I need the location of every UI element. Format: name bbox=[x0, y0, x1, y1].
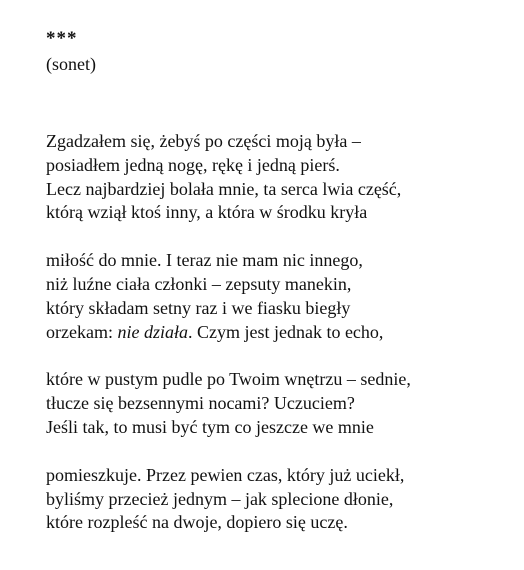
stanza-1 bbox=[46, 130, 506, 225]
poem-line: miłość do mnie. I teraz nie mam nic innego, bbox=[46, 250, 363, 271]
poem-line: posiadłem jedną nogę, rękę i jedną pierś. bbox=[46, 154, 340, 175]
poem-subtitle: (sonet) bbox=[46, 54, 96, 74]
italic-phrase: nie działa bbox=[117, 321, 188, 342]
poem-title: *** bbox=[46, 28, 78, 49]
poem-line: pomieszkuje. Przez pewien czas, który już uciekł, bbox=[46, 464, 405, 485]
poem-line: które rozpleść na dwoje, dopiero się uczę. bbox=[46, 512, 348, 533]
poem-line: niż luźne ciała członki – zepsuty manekin, bbox=[46, 273, 352, 294]
line-text-after: . Czym jest jednak to echo, bbox=[187, 321, 384, 342]
poem-line: tłucze się bezsennymi nocami? Uczuciem? bbox=[46, 393, 355, 414]
stanza-4 bbox=[46, 464, 506, 535]
stanza-2 bbox=[46, 249, 506, 344]
poem-line: byliśmy przecież jednym – jak splecione dłonie, bbox=[46, 488, 394, 509]
poem-line: które w pustym pudle po Twoim wnętrzu – sednie, bbox=[46, 369, 411, 390]
line-text-before: orzekam: bbox=[46, 321, 118, 342]
poem-line: Zgadzałem się, żebyś po części moją była – bbox=[46, 131, 361, 151]
stanza-3 bbox=[46, 368, 506, 439]
poem-page bbox=[46, 26, 506, 559]
poem-line: którą wziął ktoś inny, a która w środku kryła bbox=[46, 202, 368, 223]
poem-line: który składam setny raz i we fiasku biegły bbox=[46, 297, 351, 318]
poem-line: Jeśli tak, to musi być tym co jeszcze we mnie bbox=[46, 416, 374, 437]
poem-line: Lecz najbardziej bolała mnie, ta serca lwia część, bbox=[46, 178, 402, 199]
poem-line-mixed bbox=[46, 321, 506, 345]
poem-body bbox=[46, 130, 506, 535]
